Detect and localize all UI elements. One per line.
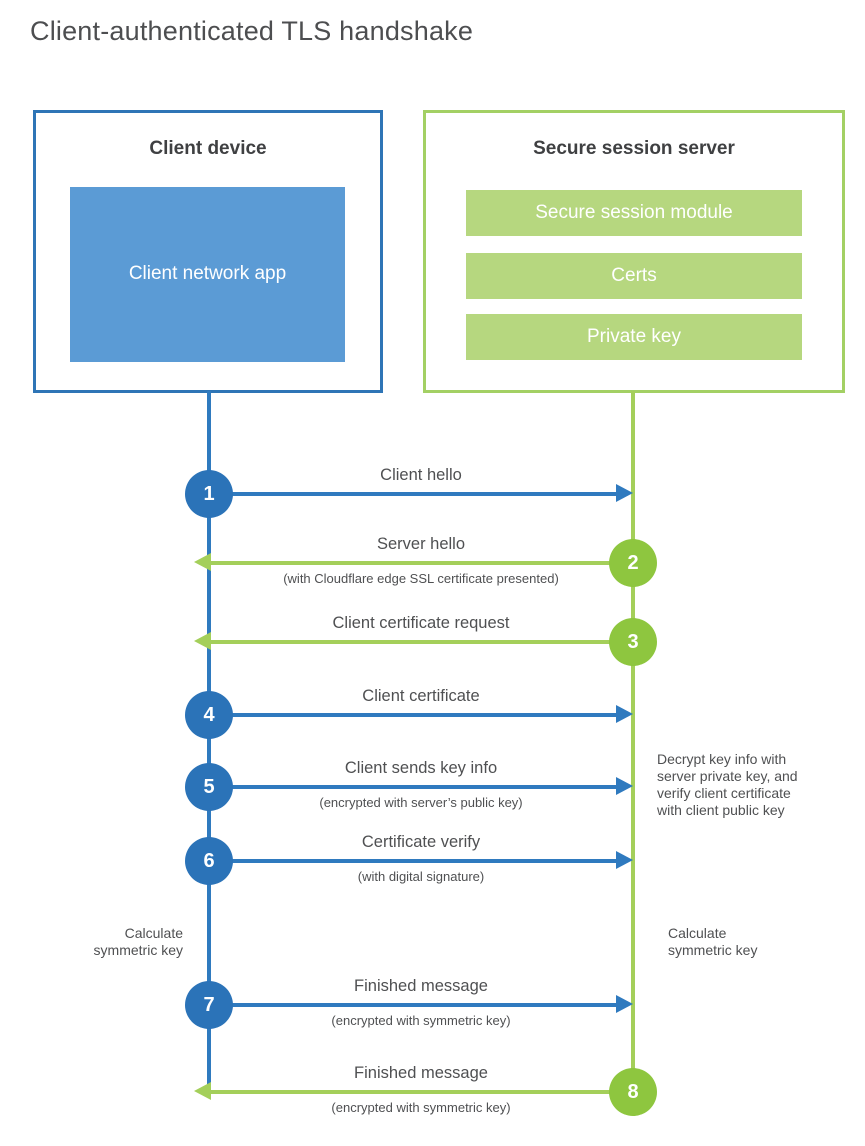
arrow-line: [232, 1003, 618, 1007]
note-line: verify client certificate: [657, 785, 791, 801]
client-network-app-box: [70, 187, 345, 362]
client-device-box: [33, 110, 383, 393]
arrow-right-icon: [616, 851, 633, 869]
server-module-bar: [466, 190, 802, 236]
page-title: Client-authenticated TLS handshake: [30, 16, 474, 46]
step-label: Client certificate: [362, 687, 480, 705]
arrow-left-icon: [194, 553, 211, 571]
arrow-line: [211, 640, 612, 644]
step-number-badge: 8: [609, 1068, 657, 1116]
arrow-line: [211, 1090, 612, 1094]
step-number-badge: 2: [609, 539, 657, 587]
step-number-badge: 5: [185, 763, 233, 811]
step-sublabel: (encrypted with server’s public key): [319, 795, 523, 810]
arrow-right-icon: [616, 777, 633, 795]
step-label: Certificate verify: [361, 833, 481, 851]
note-line: symmetric key: [668, 942, 758, 958]
step-number-badge: 1: [185, 470, 233, 518]
arrow-line: [211, 561, 612, 565]
client-network-app-label: Client network app: [128, 263, 287, 285]
step-sublabel: (encrypted with symmetric key): [331, 1013, 511, 1028]
server-module-bar: [466, 253, 802, 299]
arrow-line: [232, 713, 618, 717]
note-line: server private key, and: [657, 768, 798, 784]
step-label: Client certificate request: [332, 614, 510, 632]
arrow-line: [232, 492, 618, 496]
step-label: Client hello: [380, 466, 462, 484]
step-sublabel: (encrypted with symmetric key): [331, 1100, 511, 1115]
arrow-right-icon: [616, 705, 633, 723]
server-module-label: Private key: [587, 326, 681, 347]
note-line: Calculate: [124, 925, 183, 941]
step-label: Finished message: [354, 977, 488, 995]
step-sublabel: (with Cloudflare edge SSL certificate presented): [283, 571, 559, 586]
calculate-symmetric-key-note-client: [40, 925, 183, 959]
note-line: Calculate: [668, 925, 727, 941]
step-label: Finished message: [354, 1064, 488, 1082]
server-module-label: Secure session module: [535, 202, 733, 223]
client-device-title: Client device: [149, 138, 267, 159]
step-number-badge: 3: [609, 618, 657, 666]
server-module-label: Certs: [611, 265, 657, 286]
step-sublabel: (with digital signature): [357, 869, 485, 884]
step-label: Server hello: [376, 535, 466, 553]
secure-session-server-box: [423, 110, 845, 393]
arrow-left-icon: [194, 1082, 211, 1100]
arrow-right-icon: [616, 995, 633, 1013]
note-line: Decrypt key info with: [657, 751, 787, 767]
step-number-badge: 7: [185, 981, 233, 1029]
secure-session-server-title: Secure session server: [533, 138, 735, 159]
decrypt-key-info-note: [657, 751, 832, 819]
calculate-symmetric-key-note-server: [668, 925, 811, 959]
step-label: Client sends key info: [344, 759, 498, 777]
step-number-badge: 4: [185, 691, 233, 739]
note-line: with client public key: [657, 802, 785, 818]
step-number-badge: 6: [185, 837, 233, 885]
note-line: symmetric key: [93, 942, 183, 958]
arrow-line: [232, 785, 618, 789]
arrow-right-icon: [616, 484, 633, 502]
arrow-left-icon: [194, 632, 211, 650]
arrow-line: [232, 859, 618, 863]
server-module-bar: [466, 314, 802, 360]
